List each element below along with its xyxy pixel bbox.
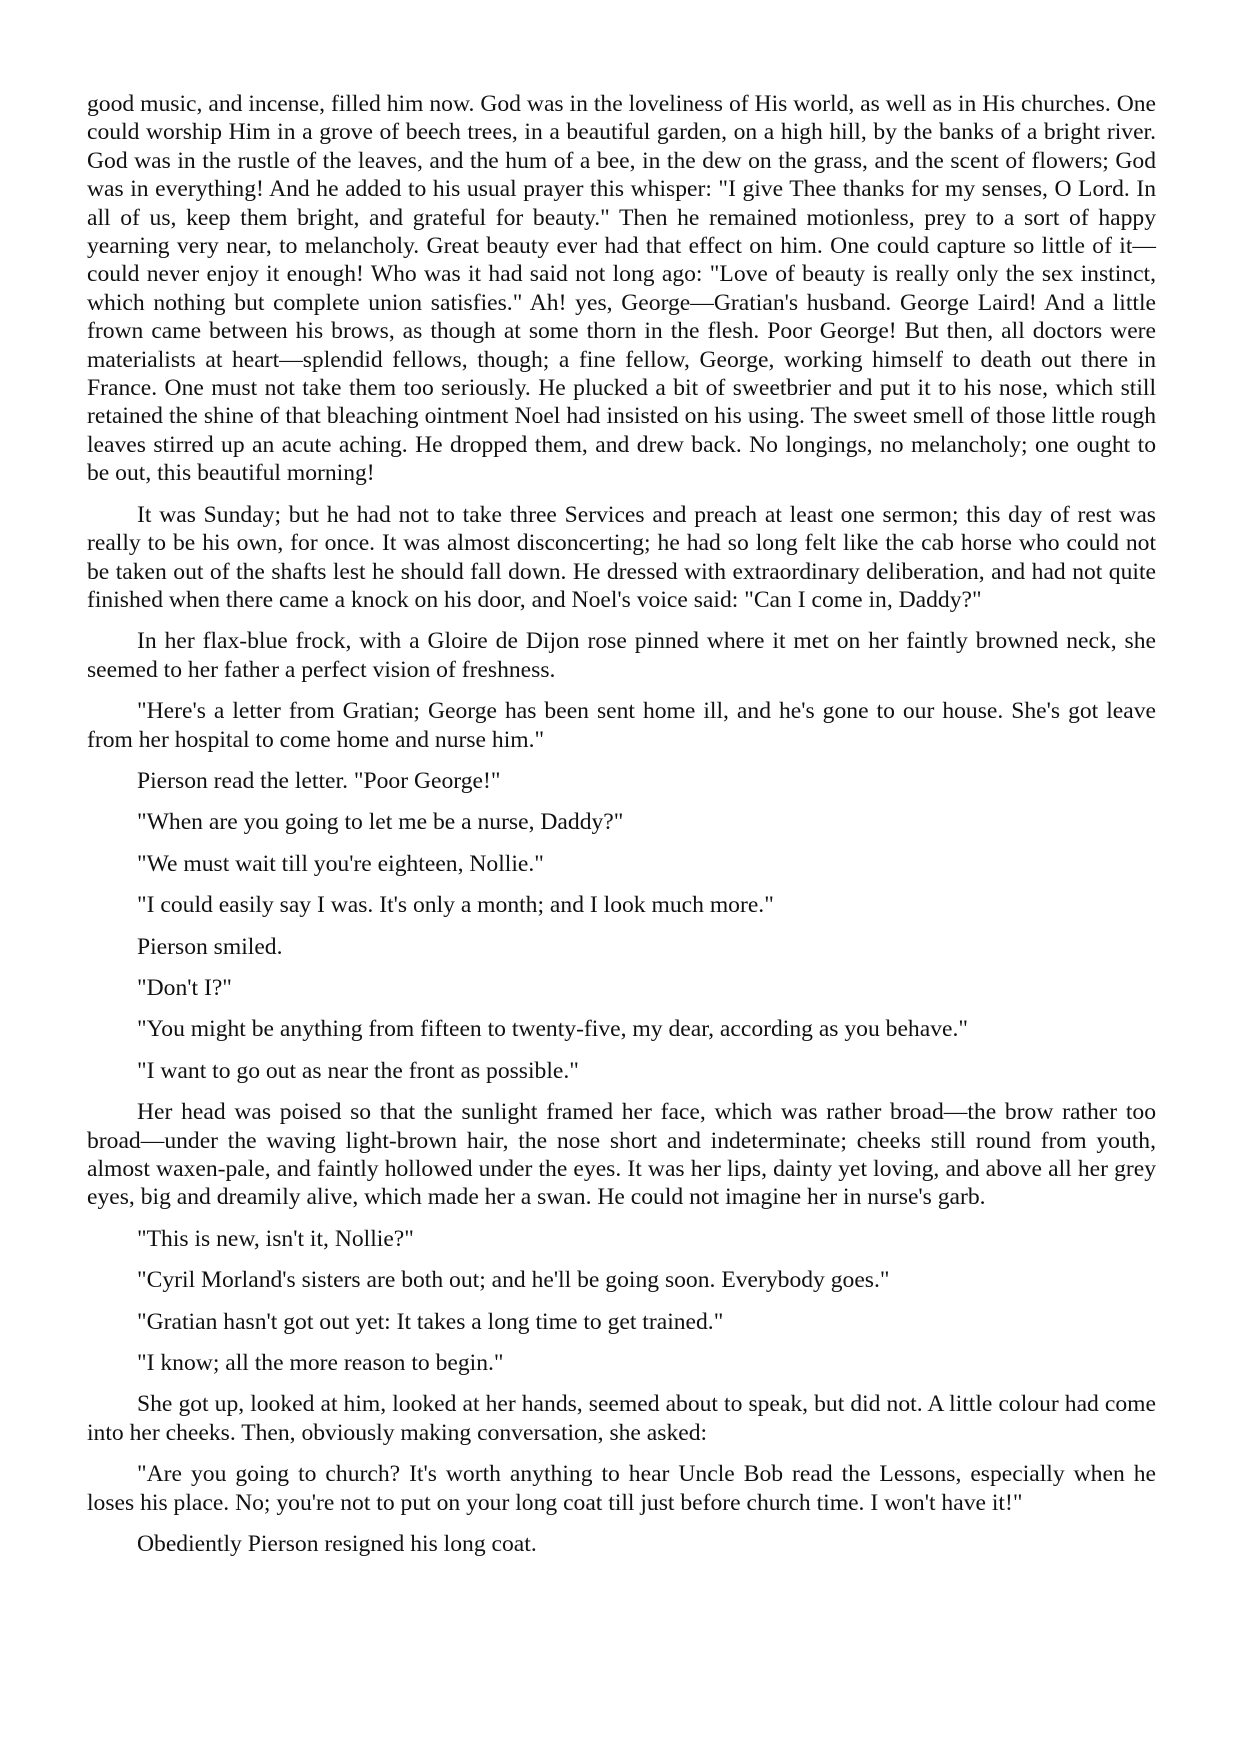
paragraph-1: good music, and incense, filled him now. God was in the loveliness of His world, as well as in His churches. One could worship Him in a grove of beech trees, in a beautiful garden, on a high hill, by the banks of a bright river. God was in the rustle of the leaves, and the hum of a bee, in the dew on the grass, and the scent of flowers; God was in everything! And he added to his usual prayer this whisper: "I give Thee thanks for my senses, O Lord. In all of us, keep them bright, and grateful for beauty." Then he remained motionless, prey to a sort of happy yearning very near, to melancholy. Great beauty ever had that effect on him. One could capture so little of it—could never enjoy it enough! Who was it had said not long ago: "Love of beauty is really only the sex instinct, which nothing but complete union satisfies." Ah! yes, George—Gratian's husband. George Laird! And a little frown came between his brows, as though at some thorn in the flesh. Poor George! But then, all doctors were materialists at heart—splendid fellows, though; a fine fellow, George, working himself to death out there in France. One must not take them too seriously. He plucked a bit of sweetbrier and put it to his nose, which still retained the shine of that bleaching ointment Noel had insisted on his using. The sweet smell of those little rough leaves stirred up an acute aching. He dropped them, and drew back. No longings, no melancholy; one ought to be out, this beautiful morning! xyxy=(87,91,1156,487)
paragraph-11: "You might be anything from fifteen to twenty-five, my dear, according as you behave." xyxy=(137,1016,968,1043)
document-page xyxy=(87,90,1156,1571)
paragraph-10: "Don't I?" xyxy=(137,974,232,1001)
paragraph-19: "Are you going to church? It's worth anything to hear Uncle Bob read the Lessons, especially when he loses his place. No; you're not to put on your long coat till just before church time. I won't have it!" xyxy=(87,1461,1156,1516)
paragraph-3: In her flax-blue frock, with a Gloire de Dijon rose pinned where it met on her faintly browned neck, she seemed to her father a perfect vision of freshness. xyxy=(87,628,1156,683)
paragraph-8: "I could easily say I was. It's only a month; and I look much more." xyxy=(137,892,774,919)
paragraph-15: "Cyril Morland's sisters are both out; and he'll be going soon. Everybody goes." xyxy=(137,1267,890,1294)
paragraph-18: She got up, looked at him, looked at her hands, seemed about to speak, but did not. A little colour had come into her cheeks. Then, obviously making conversation, she asked: xyxy=(87,1391,1156,1446)
paragraph-16: "Gratian hasn't got out yet: It takes a long time to get trained." xyxy=(137,1308,724,1335)
paragraph-4: "Here's a letter from Gratian; George has been sent home ill, and he's gone to our house. She's got leave from her hospital to come home and nurse him." xyxy=(87,698,1156,753)
paragraph-9: Pierson smiled. xyxy=(137,933,283,960)
paragraph-2: It was Sunday; but he had not to take three Services and preach at least one sermon; this day of rest was really to be his own, for once. It was almost disconcerting; he had so long felt like the cab horse who could not be taken out of the shafts lest he should fall down. He dressed with extraordinary deliberation, and had not quite finished when there came a knock on his door, and Noel's voice said: "Can I come in, Daddy?" xyxy=(87,501,1156,613)
paragraph-14: "This is new, isn't it, Nollie?" xyxy=(137,1225,414,1252)
paragraph-13: Her head was poised so that the sunlight framed her face, which was rather broad—the brow rather too broad—under the waving light-brown hair, the nose short and indeterminate; cheeks still round from youth, almost waxen-pale, and faintly hollowed under the eyes. It was her lips, dainty yet loving, and above all her grey eyes, big and dreamily alive, which made her a swan. He could not imagine her in nurse's garb. xyxy=(87,1099,1156,1211)
paragraph-6: "When are you going to let me be a nurse, Daddy?" xyxy=(137,809,624,836)
paragraph-17: "I know; all the more reason to begin." xyxy=(137,1350,504,1377)
paragraph-12: "I want to go out as near the front as possible." xyxy=(137,1057,579,1084)
paragraph-5: Pierson read the letter. "Poor George!" xyxy=(137,767,501,794)
paragraph-20: Obediently Pierson resigned his long coat. xyxy=(137,1531,537,1558)
paragraph-7: "We must wait till you're eighteen, Nollie." xyxy=(137,850,544,877)
